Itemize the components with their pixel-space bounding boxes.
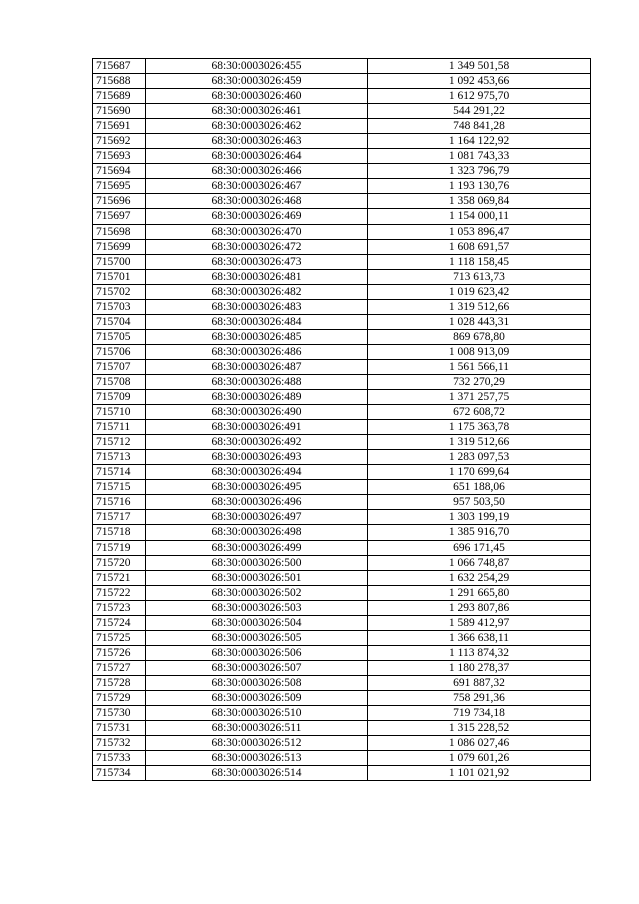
- row-number-cell: 715704: [93, 314, 146, 329]
- table-row: [93, 209, 591, 224]
- row-number-cell: 715732: [93, 736, 146, 751]
- cadastral-value-cell: 1 175 363,78: [368, 420, 591, 435]
- table-row: [93, 239, 591, 254]
- cadastral-number-cell: 68:30:0003026:463: [146, 134, 368, 149]
- cadastral-number-cell: 68:30:0003026:489: [146, 390, 368, 405]
- cadastral-value-cell: 1 066 748,87: [368, 555, 591, 570]
- document-page: [92, 58, 591, 781]
- table-row: [93, 495, 591, 510]
- table-row: [93, 374, 591, 389]
- cadastral-value-cell: 1 366 638,11: [368, 630, 591, 645]
- cadastral-value-cell: 1 358 069,84: [368, 194, 591, 209]
- cadastral-number-cell: 68:30:0003026:486: [146, 344, 368, 359]
- row-number-cell: 715730: [93, 706, 146, 721]
- cadastral-number-cell: 68:30:0003026:468: [146, 194, 368, 209]
- cadastral-value-cell: 1 086 027,46: [368, 736, 591, 751]
- row-number-cell: 715691: [93, 119, 146, 134]
- table-row: [93, 540, 591, 555]
- cadastral-value-cell: 1 589 412,97: [368, 615, 591, 630]
- table-row: [93, 675, 591, 690]
- cadastral-value-cell: 1 193 130,76: [368, 179, 591, 194]
- row-number-cell: 715722: [93, 585, 146, 600]
- cadastral-number-cell: 68:30:0003026:485: [146, 329, 368, 344]
- cadastral-number-cell: 68:30:0003026:503: [146, 600, 368, 615]
- cadastral-number-cell: 68:30:0003026:490: [146, 405, 368, 420]
- table-row: [93, 134, 591, 149]
- table-row: [93, 299, 591, 314]
- cadastral-number-cell: 68:30:0003026:508: [146, 675, 368, 690]
- table-row: [93, 690, 591, 705]
- row-number-cell: 715729: [93, 690, 146, 705]
- cadastral-value-cell: 1 113 874,32: [368, 645, 591, 660]
- table-row: [93, 736, 591, 751]
- table-row: [93, 390, 591, 405]
- table-row: [93, 480, 591, 495]
- table-row: [93, 314, 591, 329]
- cadastral-value-cell: 1 101 021,92: [368, 766, 591, 781]
- cadastral-value-cell: 1 081 743,33: [368, 149, 591, 164]
- cadastral-number-cell: 68:30:0003026:506: [146, 645, 368, 660]
- row-number-cell: 715700: [93, 254, 146, 269]
- table-row: [93, 435, 591, 450]
- table-row: [93, 74, 591, 89]
- row-number-cell: 715689: [93, 89, 146, 104]
- table-row: [93, 555, 591, 570]
- cadastral-number-cell: 68:30:0003026:483: [146, 299, 368, 314]
- row-number-cell: 715718: [93, 525, 146, 540]
- cadastral-number-cell: 68:30:0003026:497: [146, 510, 368, 525]
- cadastral-number-cell: 68:30:0003026:501: [146, 570, 368, 585]
- table-row: [93, 706, 591, 721]
- row-number-cell: 715693: [93, 149, 146, 164]
- cadastral-number-cell: 68:30:0003026:472: [146, 239, 368, 254]
- table-row: [93, 615, 591, 630]
- cadastral-value-cell: 1 028 443,31: [368, 314, 591, 329]
- cadastral-value-cell: 1 164 122,92: [368, 134, 591, 149]
- row-number-cell: 715697: [93, 209, 146, 224]
- table-row: [93, 645, 591, 660]
- row-number-cell: 715727: [93, 660, 146, 675]
- cadastral-value-cell: 957 503,50: [368, 495, 591, 510]
- row-number-cell: 715702: [93, 284, 146, 299]
- cadastral-value-cell: 1 612 975,70: [368, 89, 591, 104]
- cadastral-number-cell: 68:30:0003026:496: [146, 495, 368, 510]
- cadastral-number-cell: 68:30:0003026:498: [146, 525, 368, 540]
- cadastral-value-cell: 1 632 254,29: [368, 570, 591, 585]
- cadastral-number-cell: 68:30:0003026:502: [146, 585, 368, 600]
- cadastral-number-cell: 68:30:0003026:500: [146, 555, 368, 570]
- table-row: [93, 269, 591, 284]
- cadastral-value-cell: 696 171,45: [368, 540, 591, 555]
- cadastral-number-cell: 68:30:0003026:459: [146, 74, 368, 89]
- row-number-cell: 715690: [93, 104, 146, 119]
- cadastral-number-cell: 68:30:0003026:469: [146, 209, 368, 224]
- cadastral-number-cell: 68:30:0003026:514: [146, 766, 368, 781]
- cadastral-value-cell: 713 613,73: [368, 269, 591, 284]
- cadastral-value-cell: 1 283 097,53: [368, 450, 591, 465]
- table-row: [93, 179, 591, 194]
- row-number-cell: 715687: [93, 59, 146, 74]
- cadastral-number-cell: 68:30:0003026:492: [146, 435, 368, 450]
- table-row: [93, 450, 591, 465]
- cadastral-number-cell: 68:30:0003026:462: [146, 119, 368, 134]
- row-number-cell: 715695: [93, 179, 146, 194]
- row-number-cell: 715716: [93, 495, 146, 510]
- cadastral-value-cell: 1 154 000,11: [368, 209, 591, 224]
- cadastral-number-cell: 68:30:0003026:484: [146, 314, 368, 329]
- table-row: [93, 510, 591, 525]
- cadastral-value-cell: 1 092 453,66: [368, 74, 591, 89]
- row-number-cell: 715719: [93, 540, 146, 555]
- row-number-cell: 715709: [93, 390, 146, 405]
- cadastral-number-cell: 68:30:0003026:505: [146, 630, 368, 645]
- cadastral-number-cell: 68:30:0003026:493: [146, 450, 368, 465]
- row-number-cell: 715694: [93, 164, 146, 179]
- table-row: [93, 194, 591, 209]
- cadastral-value-cell: 748 841,28: [368, 119, 591, 134]
- row-number-cell: 715715: [93, 480, 146, 495]
- table-row: [93, 585, 591, 600]
- table-row: [93, 284, 591, 299]
- table-row: [93, 344, 591, 359]
- cadastral-value-cell: 1 293 807,86: [368, 600, 591, 615]
- cadastral-number-cell: 68:30:0003026:488: [146, 374, 368, 389]
- cadastral-number-cell: 68:30:0003026:473: [146, 254, 368, 269]
- cadastral-value-cell: 1 315 228,52: [368, 721, 591, 736]
- row-number-cell: 715733: [93, 751, 146, 766]
- cadastral-value-cell: 1 319 512,66: [368, 435, 591, 450]
- row-number-cell: 715692: [93, 134, 146, 149]
- row-number-cell: 715696: [93, 194, 146, 209]
- cadastral-value-cell: 1 180 278,37: [368, 660, 591, 675]
- cadastral-value-cell: 1 303 199,19: [368, 510, 591, 525]
- table-row: [93, 766, 591, 781]
- row-number-cell: 715713: [93, 450, 146, 465]
- table-row: [93, 751, 591, 766]
- cadastral-value-cell: 732 270,29: [368, 374, 591, 389]
- row-number-cell: 715725: [93, 630, 146, 645]
- table-row: [93, 570, 591, 585]
- table-row: [93, 630, 591, 645]
- cadastral-number-cell: 68:30:0003026:487: [146, 359, 368, 374]
- row-number-cell: 715711: [93, 420, 146, 435]
- table-row: [93, 721, 591, 736]
- cadastral-value-cell: 1 008 913,09: [368, 344, 591, 359]
- row-number-cell: 715706: [93, 344, 146, 359]
- cadastral-number-cell: 68:30:0003026:510: [146, 706, 368, 721]
- row-number-cell: 715698: [93, 224, 146, 239]
- cadastral-value-table: [92, 58, 591, 781]
- row-number-cell: 715723: [93, 600, 146, 615]
- cadastral-number-cell: 68:30:0003026:495: [146, 480, 368, 495]
- row-number-cell: 715728: [93, 675, 146, 690]
- cadastral-number-cell: 68:30:0003026:513: [146, 751, 368, 766]
- row-number-cell: 715726: [93, 645, 146, 660]
- cadastral-value-cell: 1 608 691,57: [368, 239, 591, 254]
- cadastral-value-cell: 719 734,18: [368, 706, 591, 721]
- cadastral-number-cell: 68:30:0003026:511: [146, 721, 368, 736]
- table-row: [93, 224, 591, 239]
- table-row: [93, 359, 591, 374]
- row-number-cell: 715712: [93, 435, 146, 450]
- cadastral-number-cell: 68:30:0003026:512: [146, 736, 368, 751]
- cadastral-value-cell: 1 319 512,66: [368, 299, 591, 314]
- row-number-cell: 715734: [93, 766, 146, 781]
- table-row: [93, 465, 591, 480]
- table-body: [93, 59, 591, 781]
- cadastral-value-cell: 1 291 665,80: [368, 585, 591, 600]
- table-row: [93, 660, 591, 675]
- cadastral-value-cell: 1 079 601,26: [368, 751, 591, 766]
- row-number-cell: 715724: [93, 615, 146, 630]
- row-number-cell: 715721: [93, 570, 146, 585]
- cadastral-value-cell: 1 170 699,64: [368, 465, 591, 480]
- row-number-cell: 715710: [93, 405, 146, 420]
- cadastral-value-cell: 758 291,36: [368, 690, 591, 705]
- table-row: [93, 59, 591, 74]
- cadastral-number-cell: 68:30:0003026:455: [146, 59, 368, 74]
- table-row: [93, 254, 591, 269]
- row-number-cell: 715688: [93, 74, 146, 89]
- cadastral-value-cell: 1 561 566,11: [368, 359, 591, 374]
- cadastral-value-cell: 1 053 896,47: [368, 224, 591, 239]
- cadastral-number-cell: 68:30:0003026:482: [146, 284, 368, 299]
- cadastral-number-cell: 68:30:0003026:481: [146, 269, 368, 284]
- row-number-cell: 715699: [93, 239, 146, 254]
- cadastral-number-cell: 68:30:0003026:466: [146, 164, 368, 179]
- cadastral-value-cell: 672 608,72: [368, 405, 591, 420]
- row-number-cell: 715717: [93, 510, 146, 525]
- cadastral-number-cell: 68:30:0003026:461: [146, 104, 368, 119]
- table-row: [93, 420, 591, 435]
- cadastral-value-cell: 1 385 916,70: [368, 525, 591, 540]
- cadastral-number-cell: 68:30:0003026:507: [146, 660, 368, 675]
- row-number-cell: 715714: [93, 465, 146, 480]
- row-number-cell: 715703: [93, 299, 146, 314]
- table-row: [93, 329, 591, 344]
- cadastral-number-cell: 68:30:0003026:464: [146, 149, 368, 164]
- cadastral-number-cell: 68:30:0003026:491: [146, 420, 368, 435]
- row-number-cell: 715707: [93, 359, 146, 374]
- table-row: [93, 119, 591, 134]
- table-row: [93, 525, 591, 540]
- cadastral-value-cell: 651 188,06: [368, 480, 591, 495]
- row-number-cell: 715720: [93, 555, 146, 570]
- cadastral-number-cell: 68:30:0003026:470: [146, 224, 368, 239]
- cadastral-number-cell: 68:30:0003026:467: [146, 179, 368, 194]
- row-number-cell: 715731: [93, 721, 146, 736]
- row-number-cell: 715705: [93, 329, 146, 344]
- table-row: [93, 104, 591, 119]
- cadastral-value-cell: 1 118 158,45: [368, 254, 591, 269]
- cadastral-number-cell: 68:30:0003026:509: [146, 690, 368, 705]
- row-number-cell: 715701: [93, 269, 146, 284]
- cadastral-value-cell: 1 371 257,75: [368, 390, 591, 405]
- cadastral-value-cell: 869 678,80: [368, 329, 591, 344]
- cadastral-value-cell: 1 323 796,79: [368, 164, 591, 179]
- table-row: [93, 600, 591, 615]
- cadastral-value-cell: 1 349 501,58: [368, 59, 591, 74]
- cadastral-number-cell: 68:30:0003026:494: [146, 465, 368, 480]
- row-number-cell: 715708: [93, 374, 146, 389]
- cadastral-value-cell: 1 019 623,42: [368, 284, 591, 299]
- cadastral-number-cell: 68:30:0003026:460: [146, 89, 368, 104]
- cadastral-value-cell: 691 887,32: [368, 675, 591, 690]
- cadastral-number-cell: 68:30:0003026:504: [146, 615, 368, 630]
- cadastral-value-cell: 544 291,22: [368, 104, 591, 119]
- table-row: [93, 405, 591, 420]
- table-row: [93, 164, 591, 179]
- cadastral-number-cell: 68:30:0003026:499: [146, 540, 368, 555]
- table-row: [93, 149, 591, 164]
- table-row: [93, 89, 591, 104]
